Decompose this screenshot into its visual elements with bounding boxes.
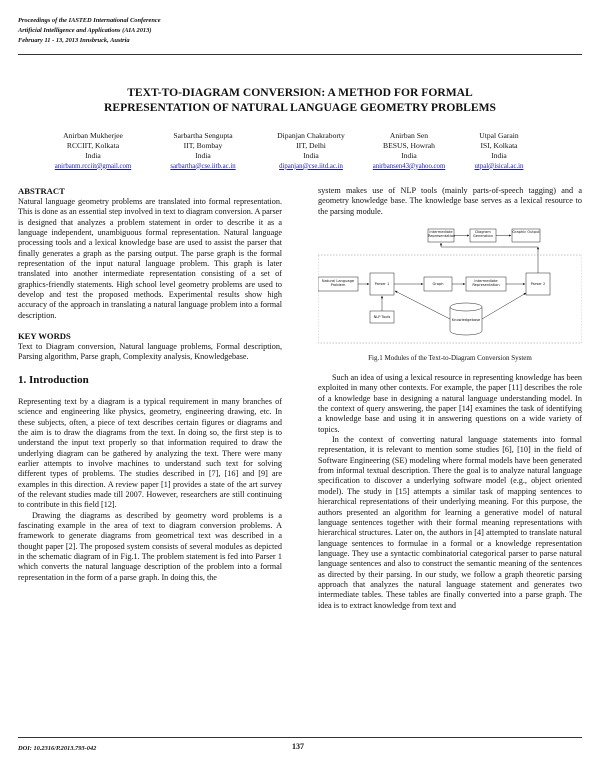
author-country: India bbox=[303, 151, 319, 161]
header-line-2: Artificial Intelligence and Applications (AIA 2013) bbox=[18, 27, 152, 34]
intro-paragraph-1: Representing text by a diagram is a typical requirement in many branches of science and engineering like physics, geometry, engineering drawing, etc. In these subjects, often, a piece of text describes certain figures or diagrams and the aim is to draw the diagrams from the text. In doing so, the first step is to understand the input text properly so that information required to draw the underlying diagram can be gathered by analyzing the text. There were many earlier attempts to involve machines to understand such text for solving different types of problems. The studies described in [7], [16] and [9] are examples in this direction. A review paper [1] provides a state of the art survey of the relevant studies made till 2007. However, researchers are still continuing to contribute in this field [12]. bbox=[18, 396, 282, 510]
keywords-text: Text to Diagram conversion, Natural language problems, Formal description, Parsing algorithm, Parse graph, Complexity analysis, Knowledgebase. bbox=[18, 342, 282, 362]
author-name: Utpal Garain bbox=[479, 131, 519, 140]
author-affiliation: IIT, Bombay bbox=[183, 141, 223, 151]
fig-label-diagram-gen: Diagram Generation bbox=[472, 230, 494, 239]
intro-paragraph-2: Drawing the diagrams as described by geometry word problems is a fascinating example in the area of text to diagram conversion problems. A framework to generate diagrams from geometrical text was described in a thought paper [2]. The proposed system consists of several modules as depicted in the schematic diagram of in Fig.1. The problem statement is fed into Parser 1 which converts the natural language description of the problem into a formal representation in the form of a parse graph. In doing this, the bbox=[18, 510, 282, 582]
author-email-link[interactable]: dipanjan@cse.iitd.ac.in bbox=[279, 162, 343, 170]
title-line-2: REPRESENTATION OF NATURAL LANGUAGE GEOMETRY PROBLEMS bbox=[104, 101, 496, 114]
author-email-link[interactable]: utpal@isical.ac.in bbox=[474, 162, 524, 170]
left-column bbox=[18, 186, 282, 583]
figure-1 bbox=[318, 225, 582, 347]
author-1 bbox=[38, 131, 148, 172]
author-affiliation: IIT, Delhi bbox=[296, 141, 326, 151]
fig-label-kb: Knowledgebase bbox=[451, 318, 481, 323]
fig-label-intermediate-top: Intermediate Representation bbox=[428, 230, 456, 239]
header-rule bbox=[18, 54, 582, 55]
doi: DOI: 10.2316/P.2013.793-042 bbox=[18, 745, 97, 752]
right-column bbox=[318, 186, 582, 611]
proceedings-header bbox=[18, 16, 161, 46]
fig-label-parser2: Parser 2 bbox=[530, 282, 546, 287]
fig-label-input: Natural Language Problem bbox=[321, 279, 355, 288]
fig-label-nlp: NLP Tools bbox=[373, 315, 391, 320]
author-name: Dipanjan Chakraborty bbox=[277, 131, 345, 140]
fig-label-graphic: Graphic Output bbox=[512, 230, 540, 235]
footer-rule bbox=[18, 737, 582, 738]
author-affiliation: RCCIIT, Kolkata bbox=[66, 141, 120, 151]
author-email-link[interactable]: anirbansen43@yahoo.com bbox=[372, 162, 446, 170]
author-email-link[interactable]: sarbartha@cse.iitb.ac.in bbox=[170, 162, 236, 170]
author-country: India bbox=[401, 151, 417, 161]
page-number: 137 bbox=[292, 742, 304, 751]
keywords-heading: KEY WORDS bbox=[18, 331, 71, 342]
author-name: Anirban Mukherjee bbox=[63, 131, 123, 140]
author-affiliation: BESUS, Howrah bbox=[383, 141, 435, 151]
paper-title bbox=[40, 85, 560, 115]
figure-caption: Fig.1 Modules of the Text-to-Diagram Conversion System bbox=[368, 354, 532, 363]
title-line-1: TEXT-TO-DIAGRAM CONVERSION: A METHOD FOR FORMAL bbox=[127, 86, 473, 99]
author-affiliation: ISI, Kolkata bbox=[480, 141, 518, 151]
fig-label-parser1: Parser 1 bbox=[374, 282, 390, 287]
right-paragraph-0: system makes use of NLP tools (mainly parts-of-speech tagging) and a geometry knowledge base. The knowledge base serves as a lexical resource to the parsing module. bbox=[318, 186, 582, 216]
fig-label-inter: Intermediate Representation bbox=[472, 279, 500, 288]
abstract-heading: ABSTRACT bbox=[18, 186, 65, 196]
right-paragraph-2: In the context of converting natural language statements into formal representation, it is relevant to mention some studies [6], [10] in the field of Software Engineering (SE) modeling where formal models have been generated from informal textual description. There the goal is to analyze natural language specification to discover a underlying software model (e.g., object oriented model). The study in [15] attempts a similar task of mapping sentences to hierarchical representations of their underlying meaning. For this purpose, the authors presented an algorithm for learning a generative model of natural language sentences together with their formal meaning representations with hierarchical structures. Later on, the authors in [4] attempted to translate natural language sentences to formulae in a formal or a knowledge representation language. They use a syntactic combinatorial categorical parser to parse natural language sentences and also to construct the semantic meaning of the sentences as directed by their parsing. In our study, we follow a graph theoretic parsing approach that analyzes the natural language statement and generates two intermediate tables. These tables are finally converted into a parse graph. The idea is to extract knowledge from text and bbox=[318, 435, 582, 610]
author-3 bbox=[256, 131, 366, 172]
kb-cylinder-top bbox=[450, 303, 482, 311]
author-name: Anirban Sen bbox=[389, 131, 429, 140]
header-line-3: February 11 - 13, 2013 Innsbruck, Austria bbox=[18, 37, 130, 44]
fig-label-graph: Graph bbox=[432, 282, 444, 287]
author-2 bbox=[148, 131, 258, 172]
author-country: India bbox=[85, 151, 101, 161]
header-line-1: Proceedings of the IASTED International Conference bbox=[18, 17, 161, 24]
author-name: Sarbartha Sengupta bbox=[173, 131, 233, 140]
abstract-text: Natural language geometry problems are translated into formal representation. This is done as an essential step involved in text to diagram conversion. A parser is designed that analyzes a problem statement in order to describe it as a language independent, unambiguous formal representation. Natural language processing tools and a lexical knowledge base are used to assist the parser that finally generates a graph as the parsing output. The parse graph is the formal representation of the input natural language problem. This graph is later translated into another intermediate representation consisting of a set of graphics-friendly statements. High school level geometry problems are used to develop and test the proposed methods. Experimental results show high accuracy of the approach in translating a natural language problem into a formal description. bbox=[18, 197, 282, 320]
right-paragraph-1: Such an idea of using a lexical resource in representing knowledge has been exploited in many other contexts. For example, the paper [11] describes the role of a knowledge base in designing a natural language understanding model. In the context of query answering, the paper [14] examines the task of identifying a knowledge base and using it in answering questions on a wide variety of topics. bbox=[318, 373, 582, 434]
author-5 bbox=[444, 131, 554, 172]
author-country: India bbox=[195, 151, 211, 161]
intro-heading: 1. Introduction bbox=[18, 373, 89, 386]
author-country: India bbox=[491, 151, 507, 161]
author-email-link[interactable]: anirbanm.rcciit@gmail.com bbox=[54, 162, 132, 170]
